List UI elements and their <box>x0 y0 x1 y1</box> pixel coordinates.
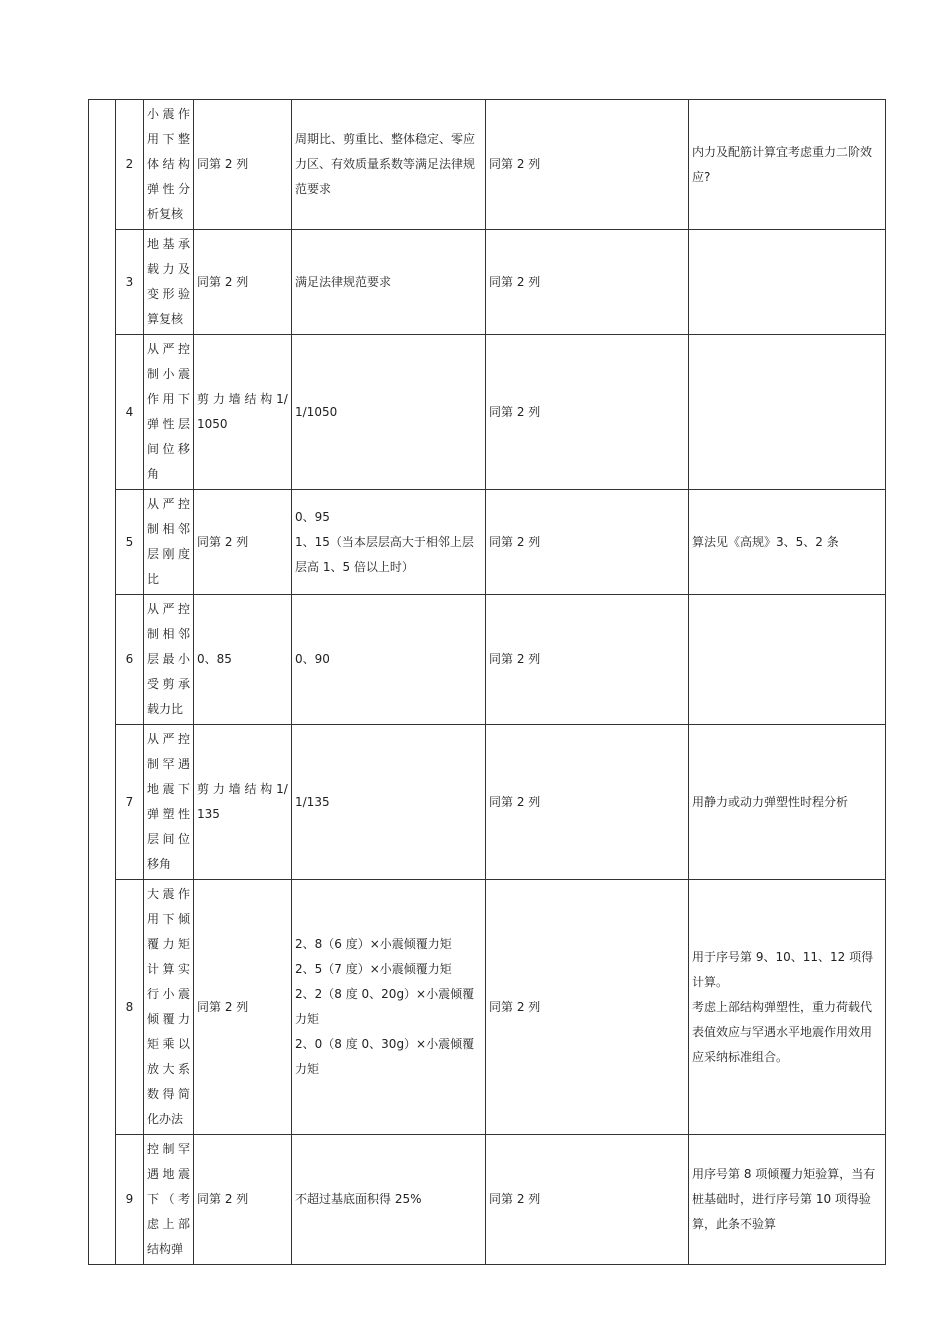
category-cell <box>89 100 116 1265</box>
col2-cell: 1/1050 <box>292 335 486 490</box>
col2-cell: 周期比、剪重比、整体稳定、零应力区、有效质量系数等满足法律规范要求 <box>292 100 486 230</box>
col2-cell: 满足法律规范要求 <box>292 230 486 335</box>
table-row <box>89 335 886 490</box>
item-cell: 从严控制罕遇地震下弹塑性层间位移角 <box>144 725 194 880</box>
note-cell <box>689 595 886 725</box>
table-row <box>89 880 886 1135</box>
col3-cell: 同第 2 列 <box>486 1135 689 1265</box>
note-cell: 用于序号第 9、10、11、12 项得计算。 考虑上部结构弹塑性，重力荷载代表值效应与罕遇水平地震作用效用应采纳标准组合。 <box>689 880 886 1135</box>
note-cell <box>689 230 886 335</box>
row-number: 6 <box>116 595 144 725</box>
col2-cell: 1/135 <box>292 725 486 880</box>
row-number: 8 <box>116 880 144 1135</box>
col1-cell: 剪 力 墙 结 构 1/1050 <box>194 335 292 490</box>
col1-cell: 0、85 <box>194 595 292 725</box>
col2-cell: 0、95 1、15（当本层层高大于相邻上层层高 1、5 倍以上时） <box>292 490 486 595</box>
note-cell: 用序号第 8 项倾覆力矩验算，当有桩基础时，进行序号第 10 项得验算，此条不验算 <box>689 1135 886 1265</box>
table-row <box>89 725 886 880</box>
note-cell: 用静力或动力弹塑性时程分析 <box>689 725 886 880</box>
table-row <box>89 230 886 335</box>
row-number: 2 <box>116 100 144 230</box>
table-row <box>89 490 886 595</box>
col1-cell: 同第 2 列 <box>194 490 292 595</box>
col3-cell: 同第 2 列 <box>486 595 689 725</box>
item-cell: 从严控制相邻层刚度比 <box>144 490 194 595</box>
row-number: 4 <box>116 335 144 490</box>
row-number: 5 <box>116 490 144 595</box>
note-cell <box>689 335 886 490</box>
col3-cell: 同第 2 列 <box>486 490 689 595</box>
col2-cell: 2、8（6 度）×小震倾覆力矩 2、5（7 度）×小震倾覆力矩 2、2（8 度 0、20g）×小震倾覆力矩 2、0（8 度 0、30g）×小震倾覆力矩 <box>292 880 486 1135</box>
col3-cell: 同第 2 列 <box>486 880 689 1135</box>
col1-cell: 同第 2 列 <box>194 1135 292 1265</box>
note-cell: 内力及配筋计算宜考虑重力二阶效应? <box>689 100 886 230</box>
col3-cell: 同第 2 列 <box>486 100 689 230</box>
col1-cell: 剪 力 墙 结 构 1/135 <box>194 725 292 880</box>
item-cell: 大震作用下倾覆力矩计算实行小震倾覆力矩乘以放大系数得简化办法 <box>144 880 194 1135</box>
table-row <box>89 1135 886 1265</box>
row-number: 3 <box>116 230 144 335</box>
item-cell: 地基承载力及变形验算复核 <box>144 230 194 335</box>
col1-cell: 同第 2 列 <box>194 880 292 1135</box>
item-cell: 控制罕遇地震下（考虑上部结构弹 <box>144 1135 194 1265</box>
row-number: 9 <box>116 1135 144 1265</box>
col1-cell: 同第 2 列 <box>194 230 292 335</box>
col2-cell: 0、90 <box>292 595 486 725</box>
item-cell: 从严控制小震作用下弹性层间位移角 <box>144 335 194 490</box>
note-cell: 算法见《高规》3、5、2 条 <box>689 490 886 595</box>
col2-cell: 不超过基底面积得 25% <box>292 1135 486 1265</box>
item-cell: 小震作用下整体结构弹性分析复核 <box>144 100 194 230</box>
col3-cell: 同第 2 列 <box>486 230 689 335</box>
item-cell: 从严控制相邻层最小受剪承载力比 <box>144 595 194 725</box>
col3-cell: 同第 2 列 <box>486 725 689 880</box>
col1-cell: 同第 2 列 <box>194 100 292 230</box>
spec-table <box>88 99 886 1265</box>
table-row <box>89 100 886 230</box>
col3-cell: 同第 2 列 <box>486 335 689 490</box>
table-row <box>89 595 886 725</box>
row-number: 7 <box>116 725 144 880</box>
